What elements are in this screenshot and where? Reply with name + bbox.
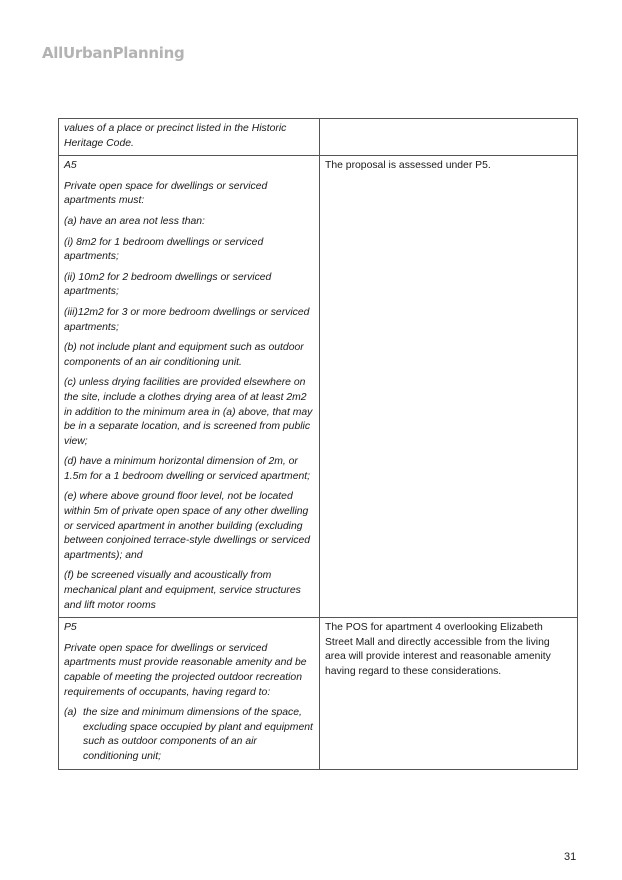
criteria-text: (ii) 10m2 for 2 bedroom dwellings or serviced apartments; — [64, 271, 272, 298]
criteria-text: (iii)12m2 for 3 or more bedroom dwellings or serviced apartments; — [64, 306, 310, 333]
criteria-text: (d) have a minimum horizontal dimension of 2m, or 1.5m for a 1 bedroom dwelling or serviced apartment; — [64, 456, 311, 482]
assessment-cell — [320, 119, 578, 156]
criteria-text: Private open space for dwellings or serviced apartments must provide reasonable amenity and be capable of meeting the projected outdoor recreation requirements of occupants, having regard to: — [64, 642, 307, 698]
criteria-text: (b) not include plant and equipment such as outdoor components of an air conditioning unit. — [64, 342, 304, 368]
criteria-text: Private open space for dwellings or serviced apartments must: — [64, 180, 268, 207]
assessment-table — [58, 118, 578, 770]
criteria-cell — [59, 119, 320, 156]
table-row — [59, 618, 578, 769]
assessment-cell — [320, 618, 578, 769]
criteria-cell — [59, 618, 320, 769]
criteria-list-item — [64, 706, 314, 764]
criteria-text: (i) 8m2 for 1 bedroom dwellings or serviced apartments; — [64, 236, 264, 263]
clause-id: P5 — [64, 622, 77, 634]
table-row — [59, 156, 578, 618]
list-marker: (a) — [64, 707, 77, 719]
table-row — [59, 119, 578, 156]
criteria-text: (c) unless drying facilities are provided elsewhere on the site, include a clothes drying area of at least 2m2 in addition to the minimum area in (a) above, that may be in a separate location, and is screened from public view; — [64, 377, 313, 447]
assessment-cell — [320, 156, 578, 618]
brand-logo: AllUrbanPlanning — [42, 44, 185, 62]
criteria-text: (f) be screened visually and acoustically from mechanical plant and equipment, service structures and lift motor rooms — [64, 570, 301, 611]
criteria-text: (a) have an area not less than: — [64, 215, 205, 227]
page-number: 31 — [564, 851, 577, 863]
assessment-text: The POS for apartment 4 overlooking Elizabeth Street Mall and directly accessible from the living area will provide interest and reasonable amenity having regard to these considerations. — [325, 622, 551, 677]
assessment-text: The proposal is assessed under P5. — [325, 160, 491, 172]
criteria-cell — [59, 156, 320, 618]
clause-id: A5 — [64, 160, 77, 172]
list-text: the size and minimum dimensions of the space, excluding space occupied by plant and equipment such as outdoor components of an air conditioning unit; — [83, 707, 313, 762]
criteria-text: (e) where above ground floor level, not be located within 5m of private open space of any other dwelling or serviced apartment in another building (excluding between conjoined terrace-style dwellings or serviced apartments); and — [64, 491, 311, 561]
criteria-text: values of a place or precinct listed in the Historic Heritage Code. — [64, 123, 287, 149]
